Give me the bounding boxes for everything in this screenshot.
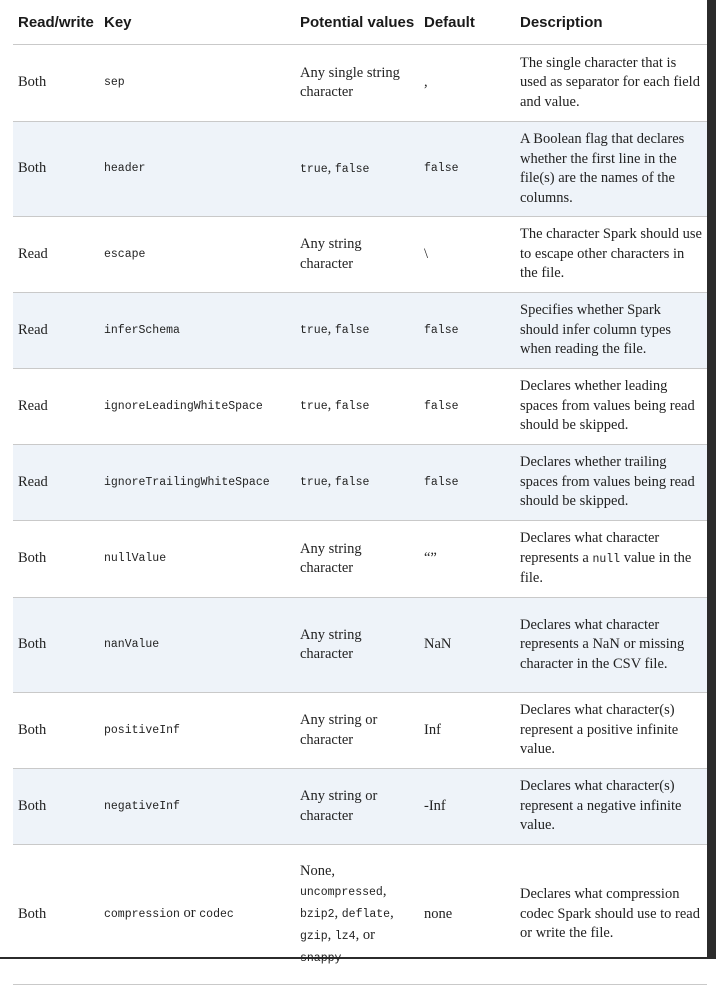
cell-description: Declares whether trailing spaces from values being read should be skipped. xyxy=(515,445,707,521)
header-description: Description xyxy=(515,0,707,45)
cell-default: -Inf xyxy=(419,769,515,845)
cell-description xyxy=(515,521,707,598)
value-false: false xyxy=(334,476,370,490)
cell-description: Declares what character represents a NaN or missing character in the CSV file. xyxy=(515,598,707,693)
cell-values xyxy=(295,369,419,445)
cell-default: “” xyxy=(419,521,515,598)
value-false: false xyxy=(334,400,370,414)
cell-values xyxy=(295,293,419,369)
csv-options-table xyxy=(13,0,707,985)
cell-default: false xyxy=(419,369,515,445)
cell-description: Declares whether leading spaces from values being read should be skipped. xyxy=(515,369,707,445)
cell-description: Declares what character(s) represent a negative infinite value. xyxy=(515,769,707,845)
cell-key: sep xyxy=(99,45,295,122)
value-bzip2: bzip2 xyxy=(300,907,335,921)
description-text: Declares what character represents a xyxy=(520,530,660,566)
description-text: value in the file. xyxy=(520,549,692,587)
cell-values xyxy=(295,122,419,217)
value-comma: , xyxy=(390,904,394,921)
table-row xyxy=(13,693,707,769)
cell-key: escape xyxy=(99,217,295,293)
table-row xyxy=(13,369,707,445)
value-false: false xyxy=(334,324,370,338)
cell-values xyxy=(295,845,419,985)
cell-default: false xyxy=(419,122,515,217)
value-false: false xyxy=(334,162,370,176)
cell-default: Inf xyxy=(419,693,515,769)
cell-description: Specifies whether Spark should infer column types when reading the file. xyxy=(515,293,707,369)
value-comma: , xyxy=(334,904,339,921)
value-separator: , xyxy=(327,397,335,414)
cell-default: none xyxy=(419,845,515,985)
cell-default: false xyxy=(419,445,515,521)
cell-description: Declares what character(s) represent a positive infinite value. xyxy=(515,693,707,769)
cell-read-write: Both xyxy=(13,845,99,985)
cell-read-write: Both xyxy=(13,122,99,217)
value-separator: , xyxy=(327,473,335,490)
cell-key: nanValue xyxy=(99,598,295,693)
value-line xyxy=(300,881,415,903)
cell-description: The character Spark should use to escape other characters in the file. xyxy=(515,217,707,293)
value-separator: , xyxy=(327,321,335,338)
cell-default: NaN xyxy=(419,598,515,693)
value-true: true xyxy=(300,324,328,338)
value-gzip: gzip xyxy=(300,929,328,943)
cell-read-write: Read xyxy=(13,293,99,369)
cell-values: Any string or character xyxy=(295,693,419,769)
value-true: true xyxy=(300,400,328,414)
value-line xyxy=(300,861,415,881)
cell-key: positiveInf xyxy=(99,693,295,769)
cell-read-write: Both xyxy=(13,521,99,598)
cell-read-write: Read xyxy=(13,217,99,293)
description-code: null xyxy=(592,552,621,566)
cell-default: false xyxy=(419,293,515,369)
value-line xyxy=(300,925,415,947)
value-line xyxy=(300,903,415,925)
value-deflate: deflate xyxy=(341,907,391,921)
value-comma: , xyxy=(382,882,387,899)
cell-read-write: Both xyxy=(13,45,99,122)
cell-read-write: Both xyxy=(13,598,99,693)
cell-values: Any string character xyxy=(295,521,419,598)
cell-values: Any single string character xyxy=(295,45,419,122)
key-compression: compression xyxy=(104,908,180,922)
header-row xyxy=(13,0,707,45)
table-row xyxy=(13,845,707,985)
table-row xyxy=(13,45,707,122)
cell-description: The single character that is used as separator for each field and value. xyxy=(515,45,707,122)
header-read-write: Read/write xyxy=(13,0,99,45)
cell-default: \ xyxy=(419,217,515,293)
value-true: true xyxy=(300,162,328,176)
key-codec: codec xyxy=(199,908,234,922)
value-true: true xyxy=(300,476,328,490)
table-row xyxy=(13,598,707,693)
cell-key: header xyxy=(99,122,295,217)
table-row xyxy=(13,521,707,598)
table-row xyxy=(13,445,707,521)
table-row xyxy=(13,293,707,369)
cell-read-write: Read xyxy=(13,445,99,521)
value-uncompressed: uncompressed xyxy=(300,885,383,899)
value-line xyxy=(300,947,415,969)
cell-values: Any string or character xyxy=(295,769,419,845)
cell-values: Any string character xyxy=(295,217,419,293)
key-or: or xyxy=(179,905,200,922)
cell-description: A Boolean flag that declares whether the first line in the file(s) are the names of the columns. xyxy=(515,122,707,217)
value-none: None, xyxy=(300,862,336,879)
value-or: , or xyxy=(355,926,375,943)
cell-read-write: Both xyxy=(13,693,99,769)
cell-key: nullValue xyxy=(99,521,295,598)
value-comma: , xyxy=(327,926,332,943)
table-row xyxy=(13,122,707,217)
cell-key: ignoreLeadingWhiteSpace xyxy=(99,369,295,445)
value-separator: , xyxy=(327,159,335,176)
header-default: Default xyxy=(419,0,515,45)
cell-key: ignoreTrailingWhiteSpace xyxy=(99,445,295,521)
cell-values xyxy=(295,445,419,521)
header-key: Key xyxy=(99,0,295,45)
cell-read-write: Both xyxy=(13,769,99,845)
cell-read-write: Read xyxy=(13,369,99,445)
window-edge xyxy=(707,0,716,959)
cell-key xyxy=(99,845,295,985)
cell-values: Any string character xyxy=(295,598,419,693)
cell-description: Declares what compression codec Spark should use to read or write the file. xyxy=(515,845,707,985)
table-row xyxy=(13,217,707,293)
cell-key: negativeInf xyxy=(99,769,295,845)
header-potential-values: Potential values xyxy=(295,0,419,45)
cell-default: , xyxy=(419,45,515,122)
table-row xyxy=(13,769,707,845)
cell-key: inferSchema xyxy=(99,293,295,369)
value-lz4: lz4 xyxy=(334,929,356,943)
value-snappy: snappy xyxy=(300,951,342,965)
